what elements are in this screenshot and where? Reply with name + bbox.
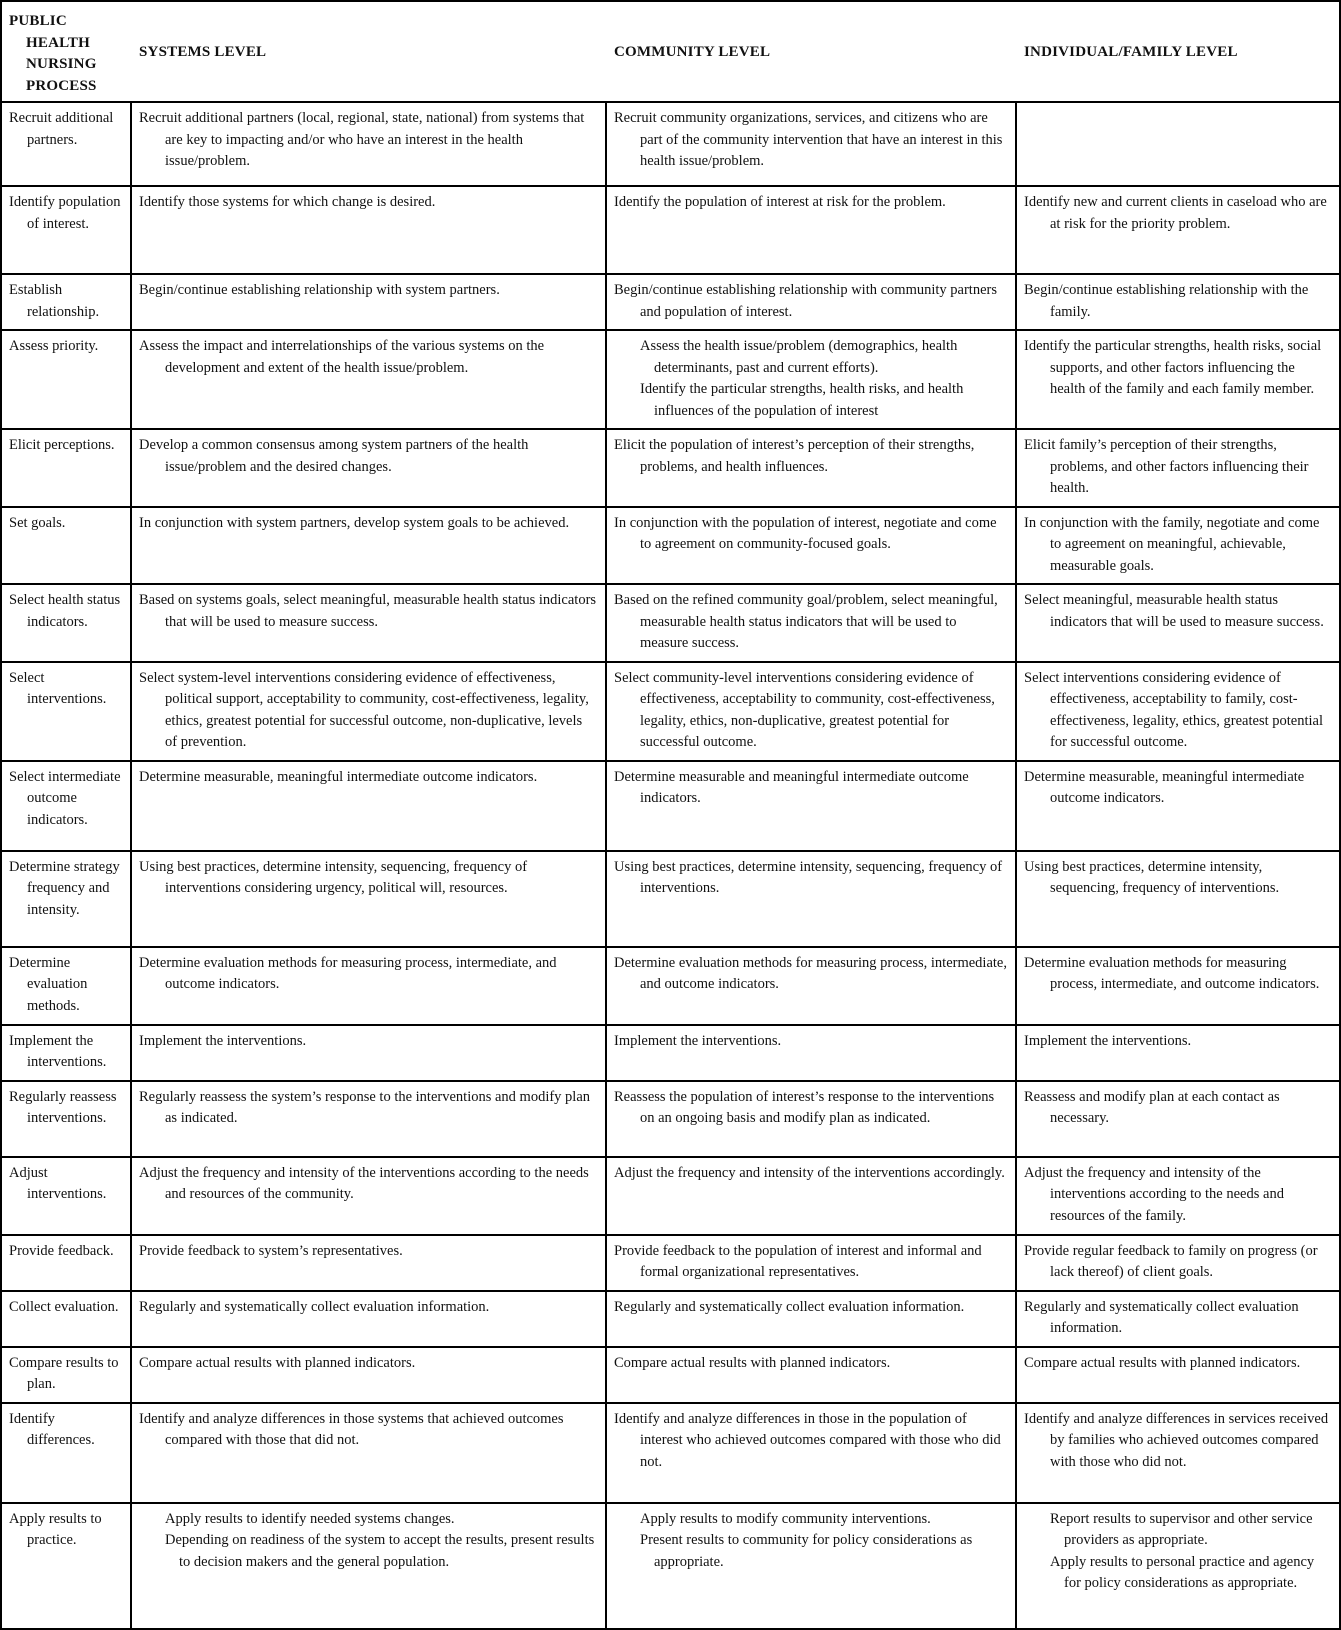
paragraph: Determine measurable, meaningful intermediate outcome indicators. xyxy=(139,768,538,785)
cell-community xyxy=(607,948,1017,1024)
cell-systems xyxy=(132,1404,607,1502)
paragraph: Regularly and systematically collect evaluation information. xyxy=(614,1298,965,1315)
cell-process xyxy=(2,1082,132,1156)
cell-process xyxy=(2,762,132,850)
cell-systems xyxy=(132,852,607,946)
table-row xyxy=(2,585,1339,663)
paragraph: Select health status indicators. xyxy=(9,592,121,630)
cell-systems xyxy=(132,1082,607,1156)
table-row xyxy=(2,331,1339,430)
paragraph: Using best practices, determine intensity, sequencing, frequency of interventions. xyxy=(614,858,1003,896)
paragraph: Recruit community organizations, services, and citizens who are part of the community intervention that have an interest in this health issue/problem. xyxy=(614,110,1003,169)
table-row xyxy=(2,762,1339,852)
paragraph: Determine evaluation methods for measuring process, intermediate, and outcome indicators. xyxy=(139,954,557,992)
cell-systems xyxy=(132,762,607,850)
cell-individual xyxy=(1017,430,1339,506)
paragraph: Identify and analyze differences in those systems that achieved outcomes compared with those that did not. xyxy=(139,1410,564,1448)
cell-individual xyxy=(1017,1504,1339,1628)
paragraph: Implement the interventions. xyxy=(139,1032,307,1049)
cell-community xyxy=(607,430,1017,506)
cell-individual xyxy=(1017,663,1339,760)
paragraph: Assess priority. xyxy=(9,338,99,354)
paragraph: Begin/continue establishing relationship with community partners and population of interest. xyxy=(614,282,997,320)
paragraph: Recruit additional partners (local, regional, state, national) from systems that are key to impacting and/or who have an interest in the health issue/problem. xyxy=(139,110,585,169)
paragraph: Implement the interventions. xyxy=(614,1032,782,1049)
paragraph: Reassess the population of interest’s response to the interventions on an ongoing basis and modify plan as indicated. xyxy=(614,1088,995,1126)
table-row xyxy=(2,948,1339,1026)
paragraph: Determine evaluation methods. xyxy=(9,954,88,1014)
paragraph: Identify differences. xyxy=(9,1410,95,1448)
paragraph: Regularly reassess interventions. xyxy=(9,1088,117,1126)
paragraph: Collect evaluation. xyxy=(9,1298,119,1315)
paragraph: Apply results to personal practice and agency for policy considerations as appropriate. xyxy=(1050,1553,1315,1591)
cell-community xyxy=(607,852,1017,946)
paragraph: Identify population of interest. xyxy=(9,194,121,232)
paragraph: In conjunction with the population of interest, negotiate and come to agreement on community-focused goals. xyxy=(614,514,997,552)
cell-process xyxy=(2,948,132,1024)
cell-community xyxy=(607,103,1017,185)
table-row xyxy=(2,1404,1339,1504)
cell-process xyxy=(2,430,132,506)
paragraph: Provide regular feedback to family on progress (or lack thereof) of client goals. xyxy=(1024,1242,1318,1280)
header-systems-level: SYSTEMS LEVEL xyxy=(139,44,267,60)
cell-individual xyxy=(1017,187,1339,273)
cell-individual xyxy=(1017,1236,1339,1290)
table-row xyxy=(2,663,1339,762)
cell-process xyxy=(2,1292,132,1346)
paragraph: Identify new and current clients in caseload who are at risk for the priority problem. xyxy=(1024,194,1327,232)
cell-process xyxy=(2,663,132,760)
cell-systems xyxy=(132,508,607,584)
cell-community xyxy=(607,187,1017,273)
paragraph: Elicit the population of interest’s perception of their strengths, problems, and health influences. xyxy=(614,437,975,475)
cell-systems xyxy=(132,1504,607,1628)
paragraph: Based on systems goals, select meaningful, measurable health status indicators that will be used to measure success. xyxy=(139,592,597,630)
paragraph: Adjust the frequency and intensity of the interventions according to the needs and resources of the family. xyxy=(1024,1164,1284,1224)
table-body xyxy=(2,103,1339,1628)
paragraph: Compare results to plan. xyxy=(9,1354,119,1392)
paragraph: Adjust interventions. xyxy=(9,1164,107,1202)
cell-community xyxy=(607,1292,1017,1346)
paragraph: Implement the interventions. xyxy=(9,1032,107,1070)
paragraph: Reassess and modify plan at each contact as necessary. xyxy=(1024,1088,1280,1126)
header-process: PUBLIC HEALTH NURSING PROCESS xyxy=(9,13,97,94)
cell-individual xyxy=(1017,948,1339,1024)
table-row xyxy=(2,187,1339,275)
paragraph: Determine evaluation methods for measuring process, intermediate, and outcome indicators. xyxy=(614,954,1007,992)
cell-process xyxy=(2,331,132,428)
paragraph: Elicit perceptions. xyxy=(9,437,115,453)
cell-individual xyxy=(1017,1026,1339,1080)
table-row xyxy=(2,1348,1339,1404)
paragraph: Establish relationship. xyxy=(9,282,100,320)
paragraph: Regularly reassess the system’s response to the interventions and modify plan as indicated. xyxy=(139,1088,591,1126)
paragraph: Determine strategy frequency and intensity. xyxy=(9,858,120,918)
paragraph: Apply results to practice. xyxy=(9,1510,102,1548)
cell-systems xyxy=(132,1158,607,1234)
table-row xyxy=(2,1292,1339,1348)
cell-process xyxy=(2,187,132,273)
table-row xyxy=(2,1082,1339,1158)
cell-community xyxy=(607,508,1017,584)
cell-process xyxy=(2,852,132,946)
cell-process xyxy=(2,1236,132,1290)
cell-community xyxy=(607,1158,1017,1234)
paragraph: Provide feedback. xyxy=(9,1242,114,1259)
paragraph: Assess the health issue/problem (demographics, health determinants, past and current efforts). xyxy=(640,338,958,376)
paragraph: In conjunction with system partners, develop system goals to be achieved. xyxy=(139,514,570,531)
paragraph: Select intermediate outcome indicators. xyxy=(9,768,121,828)
paragraph: Elicit family’s perception of their strengths, problems, and other factors influencing their health. xyxy=(1024,437,1309,496)
paragraph: Select system-level interventions considering evidence of effectiveness, political support, acceptability to community, cost-effectiveness, legality, ethics, greatest potential for successful outcome, non-duplicative, levels of prevention. xyxy=(139,669,589,750)
paragraph: Report results to supervisor and other service providers as appropriate. xyxy=(1050,1510,1313,1548)
table-row xyxy=(2,430,1339,508)
cell-process xyxy=(2,585,132,661)
cell-individual xyxy=(1017,103,1339,185)
paragraph: Begin/continue establishing relationship with system partners. xyxy=(139,282,500,298)
cell-individual xyxy=(1017,1292,1339,1346)
paragraph: Select interventions considering evidence of effectiveness, acceptability to family, cost-effectiveness, legality, ethics, greatest potential for successful outcome. xyxy=(1024,669,1323,750)
cell-community xyxy=(607,663,1017,760)
cell-community xyxy=(607,1404,1017,1502)
cell-process xyxy=(2,1158,132,1234)
cell-systems xyxy=(132,585,607,661)
cell-systems xyxy=(132,1348,607,1402)
cell-systems xyxy=(132,1292,607,1346)
cell-systems xyxy=(132,331,607,428)
cell-systems xyxy=(132,187,607,273)
cell-individual xyxy=(1017,1082,1339,1156)
paragraph: Adjust the frequency and intensity of the interventions according to the needs and resources of the community. xyxy=(139,1164,589,1202)
cell-community xyxy=(607,1348,1017,1402)
paragraph: Develop a common consensus among system partners of the health issue/problem and the desired changes. xyxy=(139,437,529,475)
table-header xyxy=(2,2,1339,103)
cell-individual xyxy=(1017,762,1339,850)
paragraph: Depending on readiness of the system to accept the results, present results to decision makers and the general population. xyxy=(165,1532,595,1570)
paragraph: Identify the particular strengths, health risks, and health influences of the population of interest xyxy=(640,381,964,419)
paragraph: Regularly and systematically collect evaluation information. xyxy=(1024,1298,1299,1336)
header-community-level: COMMUNITY LEVEL xyxy=(614,44,771,60)
paragraph: Implement the interventions. xyxy=(1024,1032,1192,1049)
cell-process xyxy=(2,275,132,329)
cell-individual xyxy=(1017,1404,1339,1502)
paragraph: Using best practices, determine intensity, sequencing, frequency of interventions. xyxy=(1024,858,1280,896)
table-row xyxy=(2,103,1339,187)
paragraph: Compare actual results with planned indicators. xyxy=(614,1354,891,1371)
header-individual-level: INDIVIDUAL/FAMILY LEVEL xyxy=(1024,44,1238,60)
cell-systems xyxy=(132,663,607,760)
paragraph: Select community-level interventions considering evidence of effectiveness, acceptability to community, cost-effectiveness, legality, ethics, non-duplicative, greatest potential for successful outcome. xyxy=(614,669,995,750)
cell-systems xyxy=(132,1236,607,1290)
cell-systems xyxy=(132,948,607,1024)
cell-systems xyxy=(132,103,607,185)
cell-individual xyxy=(1017,508,1339,584)
cell-systems xyxy=(132,275,607,329)
cell-systems xyxy=(132,430,607,506)
table-row xyxy=(2,1504,1339,1628)
table-row xyxy=(2,1158,1339,1236)
paragraph: Provide feedback to system’s representatives. xyxy=(139,1242,403,1259)
cell-community xyxy=(607,1504,1017,1628)
paragraph: Determine measurable and meaningful intermediate outcome indicators. xyxy=(614,768,969,806)
cell-process xyxy=(2,508,132,584)
paragraph: Compare actual results with planned indicators. xyxy=(1024,1354,1301,1371)
paragraph: Compare actual results with planned indicators. xyxy=(139,1354,416,1371)
cell-community xyxy=(607,762,1017,850)
cell-systems xyxy=(132,1026,607,1080)
paragraph: Select interventions. xyxy=(9,669,107,707)
table-row xyxy=(2,1026,1339,1082)
paragraph: Identify the population of interest at risk for the problem. xyxy=(614,194,946,210)
cell-community xyxy=(607,331,1017,428)
paragraph: Identify and analyze differences in those in the population of interest who achieved outcomes compared with those who did not. xyxy=(614,1410,1001,1470)
paragraph: Determine measurable, meaningful intermediate outcome indicators. xyxy=(1024,768,1305,806)
paragraph: Using best practices, determine intensity, sequencing, frequency of interventions considering urgency, political will, resources. xyxy=(139,858,528,896)
paragraph: Regularly and systematically collect evaluation information. xyxy=(139,1298,490,1315)
paragraph: Set goals. xyxy=(9,514,66,531)
cell-process xyxy=(2,103,132,185)
paragraph: Present results to community for policy considerations as appropriate. xyxy=(640,1532,973,1570)
paragraph: Assess the impact and interrelationships of the various systems on the development and extent of the health issue/problem. xyxy=(139,338,545,376)
paragraph: Determine evaluation methods for measuring process, intermediate, and outcome indicators. xyxy=(1024,954,1320,992)
cell-individual xyxy=(1017,275,1339,329)
paragraph: Identify those systems for which change is desired. xyxy=(139,194,436,210)
paragraph: In conjunction with the family, negotiate and come to agreement on meaningful, achievable, measurable goals. xyxy=(1024,514,1320,574)
table-row xyxy=(2,508,1339,586)
paragraph: Based on the refined community goal/problem, select meaningful, measurable health status indicators that will be used to measure success. xyxy=(614,592,998,651)
cell-individual xyxy=(1017,1158,1339,1234)
cell-process xyxy=(2,1504,132,1628)
cell-community xyxy=(607,275,1017,329)
table-row xyxy=(2,1236,1339,1292)
table-row xyxy=(2,852,1339,948)
paragraph: Provide feedback to the population of interest and informal and formal organizational representatives. xyxy=(614,1242,982,1280)
cell-community xyxy=(607,585,1017,661)
cell-process xyxy=(2,1026,132,1080)
cell-community xyxy=(607,1082,1017,1156)
cell-individual xyxy=(1017,852,1339,946)
table-row xyxy=(2,275,1339,331)
paragraph: Adjust the frequency and intensity of the interventions accordingly. xyxy=(614,1164,1005,1181)
paragraph: Begin/continue establishing relationship with the family. xyxy=(1024,282,1309,320)
cell-process xyxy=(2,1404,132,1502)
cell-individual xyxy=(1017,1348,1339,1402)
paragraph: Apply results to identify needed systems changes. xyxy=(165,1510,455,1527)
cell-community xyxy=(607,1026,1017,1080)
paragraph: Apply results to modify community interventions. xyxy=(640,1510,931,1527)
paragraph: Identify and analyze differences in services received by families who achieved outcomes compared with those who did not. xyxy=(1024,1410,1329,1470)
paragraph: Recruit additional partners. xyxy=(9,110,114,148)
paragraph: Identify the particular strengths, health risks, social supports, and other factors influencing the health of the family and each family member. xyxy=(1024,338,1322,397)
cell-community xyxy=(607,1236,1017,1290)
cell-individual xyxy=(1017,585,1339,661)
cell-process xyxy=(2,1348,132,1402)
paragraph: Select meaningful, measurable health status indicators that will be used to measure success. xyxy=(1024,592,1324,630)
cell-individual xyxy=(1017,331,1339,428)
